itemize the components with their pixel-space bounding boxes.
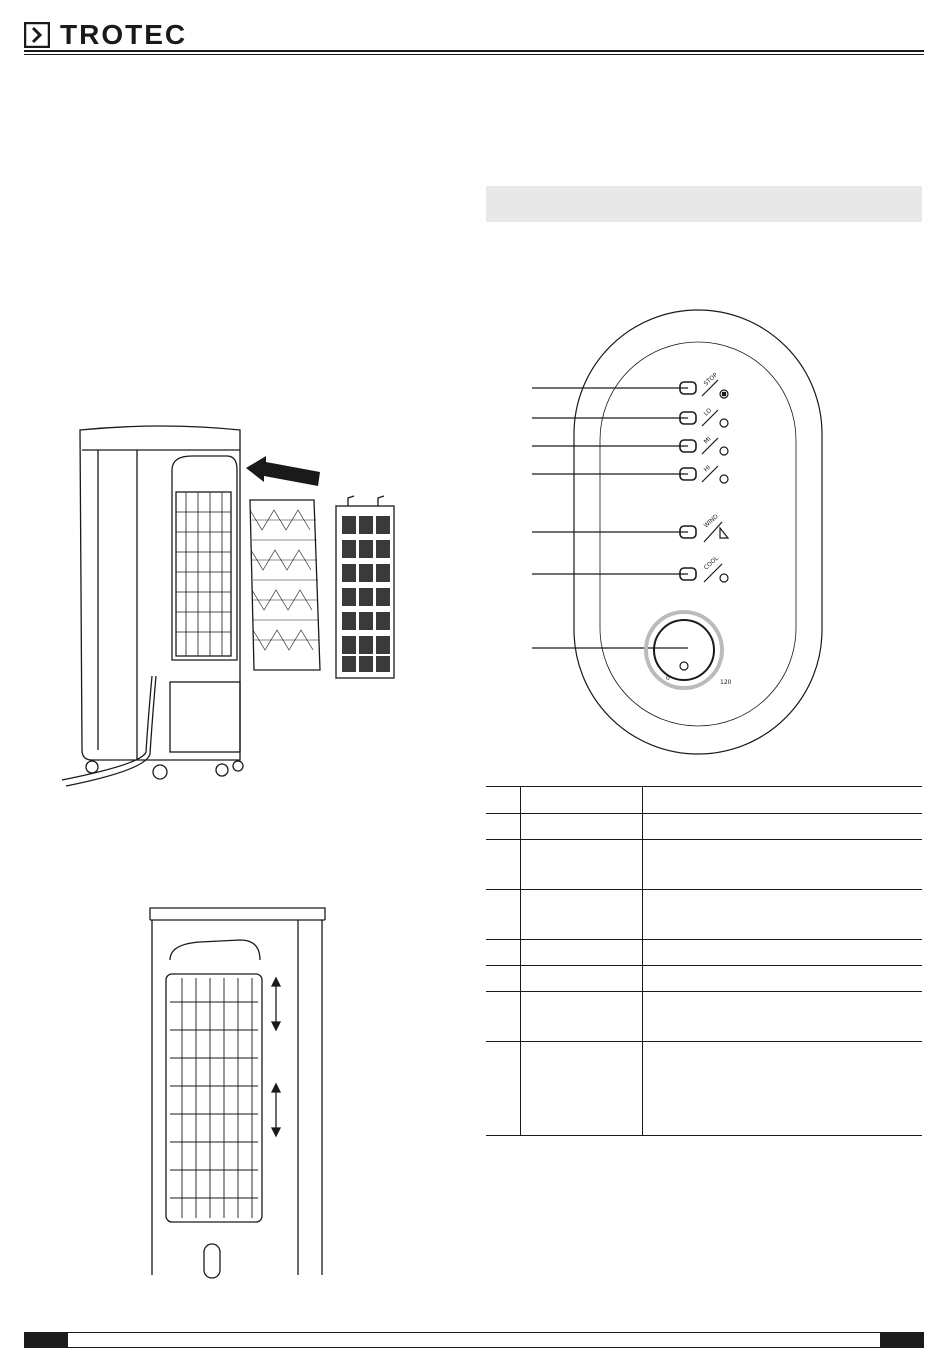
table-cell bbox=[520, 840, 642, 890]
table-cell bbox=[520, 992, 642, 1042]
table-cell bbox=[643, 966, 922, 992]
table-row bbox=[486, 966, 922, 992]
header-rule bbox=[24, 50, 924, 52]
control-panel-illustration bbox=[526, 306, 826, 756]
table-cell bbox=[643, 940, 922, 966]
table-cell bbox=[520, 890, 642, 940]
table-row bbox=[486, 840, 922, 890]
table-cell bbox=[486, 1042, 520, 1136]
table-row bbox=[486, 1042, 922, 1136]
control-legend-table bbox=[486, 786, 922, 1136]
brand-name: TROTEC bbox=[60, 19, 188, 50]
table-cell bbox=[520, 1042, 642, 1136]
table-row bbox=[486, 814, 922, 840]
section-heading-bar bbox=[486, 186, 922, 222]
wind-label: WIND bbox=[702, 513, 720, 530]
table-cell bbox=[643, 992, 922, 1042]
footer-page-block-right bbox=[880, 1332, 924, 1348]
table-row bbox=[486, 940, 922, 966]
table-cell bbox=[486, 966, 520, 992]
footer-rule bbox=[68, 1332, 880, 1348]
table-header-row bbox=[486, 787, 922, 814]
footer-bar bbox=[24, 1332, 924, 1348]
table-cell bbox=[643, 890, 922, 940]
header-rule-thin bbox=[24, 54, 924, 55]
knob-max-label: 120 bbox=[720, 679, 732, 686]
louvre-adjust-illustration bbox=[140, 900, 340, 1280]
cool-label: COOL bbox=[702, 554, 720, 572]
stop-label: STOP bbox=[702, 371, 720, 388]
table-row bbox=[486, 992, 922, 1042]
table-cell bbox=[486, 940, 520, 966]
lo-label: LO bbox=[702, 407, 714, 418]
filter-removal-illustration bbox=[52, 420, 432, 790]
mi-label: MI bbox=[702, 435, 713, 446]
table-cell bbox=[520, 966, 642, 992]
header-cell-number bbox=[486, 787, 520, 814]
table-cell bbox=[486, 814, 520, 840]
table-cell bbox=[643, 840, 922, 890]
logo-chevron-icon bbox=[24, 22, 50, 48]
footer-page-block-left bbox=[24, 1332, 68, 1348]
header-cell-description bbox=[643, 787, 922, 814]
trotec-logo bbox=[24, 18, 234, 52]
table-cell bbox=[520, 940, 642, 966]
header-cell-name bbox=[520, 787, 642, 814]
table-cell bbox=[486, 840, 520, 890]
hi-label: HI bbox=[702, 464, 713, 474]
table-cell bbox=[486, 992, 520, 1042]
table-cell bbox=[486, 890, 520, 940]
table-cell bbox=[643, 1042, 922, 1136]
table-row bbox=[486, 890, 922, 940]
table-cell bbox=[643, 814, 922, 840]
table-cell bbox=[520, 814, 642, 840]
knob-min-label: 0 bbox=[666, 675, 670, 682]
